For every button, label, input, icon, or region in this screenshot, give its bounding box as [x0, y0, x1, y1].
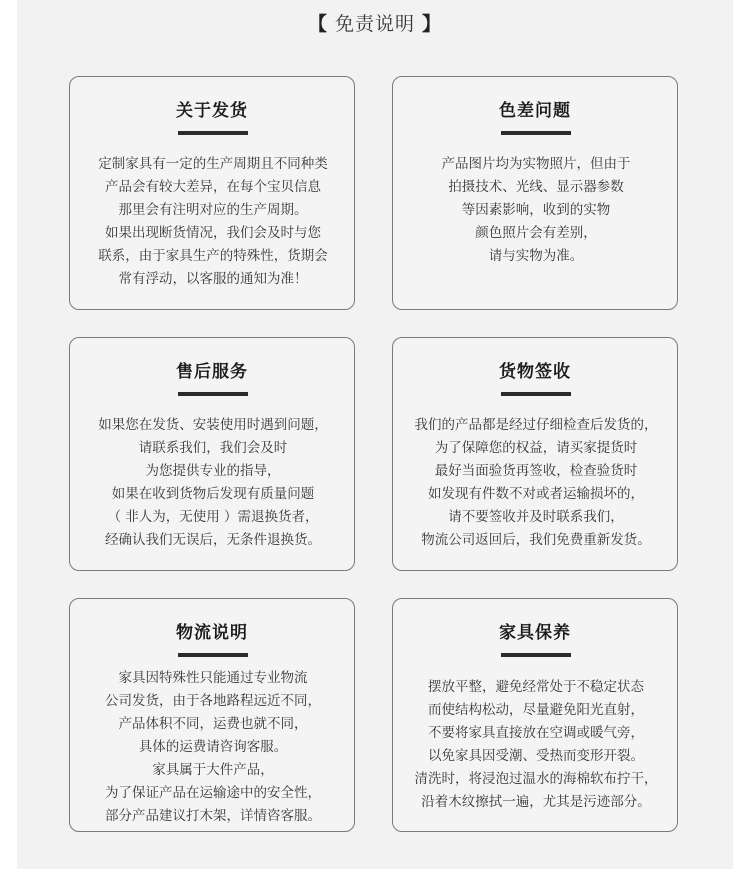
- heading-underline: [178, 131, 248, 135]
- card-body: [401, 676, 671, 814]
- card-shipping: [69, 76, 355, 310]
- card-line: 常有浮动，以客服的通知为准！: [118, 271, 308, 287]
- card-line: （ 非人为，无使用 ）需退换货者，: [107, 509, 319, 525]
- card-line: 部分产品建议打木架，详情咨客服。: [105, 808, 321, 824]
- card-body: [401, 153, 671, 268]
- card-heading: 售后服务: [176, 362, 248, 382]
- card-line: 为了保证产品在运输途中的安全性，: [105, 785, 321, 801]
- card-furniture-care: [392, 598, 678, 832]
- card-line: 产品体积不同，运费也就不同，: [118, 716, 308, 732]
- card-line: 产品会有较大差异，在每个宝贝信息: [105, 179, 321, 195]
- card-body: [78, 667, 348, 828]
- card-line: 物流公司返回后，我们免费重新发货。: [421, 532, 651, 548]
- card-line: 如果在收到货物后发现有质量问题: [111, 486, 315, 502]
- card-line: 拍摄技术、光线、显示器参数: [448, 179, 624, 195]
- card-line: 请联系我们，我们会及时: [138, 440, 288, 456]
- title-text: 免责说明: [334, 13, 415, 35]
- card-line: 为您提供专业的指导，: [145, 463, 281, 479]
- title-close-bracket: 】: [422, 13, 443, 35]
- card-line: 家具因特殊性只能通过专业物流: [118, 670, 308, 686]
- card-heading: 色差问题: [499, 101, 571, 121]
- heading-underline: [501, 392, 571, 396]
- card-color-difference: [392, 76, 678, 310]
- card-line: 颜色照片会有差别，: [475, 225, 597, 241]
- title-open-bracket: 【: [307, 13, 328, 35]
- heading-underline: [178, 392, 248, 396]
- card-line: 摆放平整，避免经常处于不稳定状态: [428, 679, 644, 695]
- card-line: 沿着木纹擦拭一遍，尤其是污迹部分。: [421, 794, 651, 810]
- card-line: 而使结构松动，尽量避免阳光直射，: [428, 702, 644, 718]
- card-heading: 货物签收: [499, 362, 571, 382]
- card-line: 等因素影响，收到的实物: [461, 202, 611, 218]
- card-line: 最好当面验货再签收，检查验货时: [434, 463, 638, 479]
- card-heading: 关于发货: [176, 101, 248, 121]
- card-line: 如果出现断货情况，我们会及时与您: [105, 225, 321, 241]
- card-line: 经确认我们无误后，无条件退换货。: [105, 532, 321, 548]
- card-body: [401, 414, 671, 552]
- card-line: 清洗时，将浸泡过温水的海棉软布拧干，: [414, 771, 658, 787]
- card-line: 以免家具因受潮、受热而变形开裂。: [428, 748, 644, 764]
- heading-underline: [501, 653, 571, 657]
- card-line: 为了保障您的权益，请买家提货时: [434, 440, 638, 456]
- card-logistics: [69, 598, 355, 832]
- card-line: 具体的运费请咨询客服。: [138, 739, 288, 755]
- card-heading: 物流说明: [176, 623, 248, 643]
- card-line: 如果您在发货、安装使用时遇到问题，: [98, 417, 328, 433]
- card-line: 不要将家具直接放在空调或暖气旁，: [428, 725, 644, 741]
- heading-underline: [501, 131, 571, 135]
- card-line: 如发现有件数不对或者运输损坏的，: [428, 486, 644, 502]
- card-line: 请不要签收并及时联系我们，: [448, 509, 624, 525]
- card-line: 公司发货，由于各地路程远近不同，: [105, 693, 321, 709]
- card-body: [78, 414, 348, 552]
- card-line: 产品图片均为实物照片，但由于: [441, 156, 631, 172]
- card-after-sales: [69, 337, 355, 571]
- heading-underline: [178, 653, 248, 657]
- card-body: [78, 153, 348, 291]
- card-line: 定制家具有一定的生产周期且不同种类: [98, 156, 328, 172]
- card-line: 那里会有注明对应的生产周期。: [118, 202, 308, 218]
- card-line: 请与实物为准。: [488, 248, 584, 264]
- card-line: 联系，由于家具生产的特殊性，货期会: [98, 248, 328, 264]
- page-title: [0, 9, 750, 36]
- card-line: 家具属于大件产品，: [152, 762, 274, 778]
- card-line: 我们的产品都是经过仔细检查后发货的，: [414, 417, 658, 433]
- card-heading: 家具保养: [499, 623, 571, 643]
- card-delivery-receipt: [392, 337, 678, 571]
